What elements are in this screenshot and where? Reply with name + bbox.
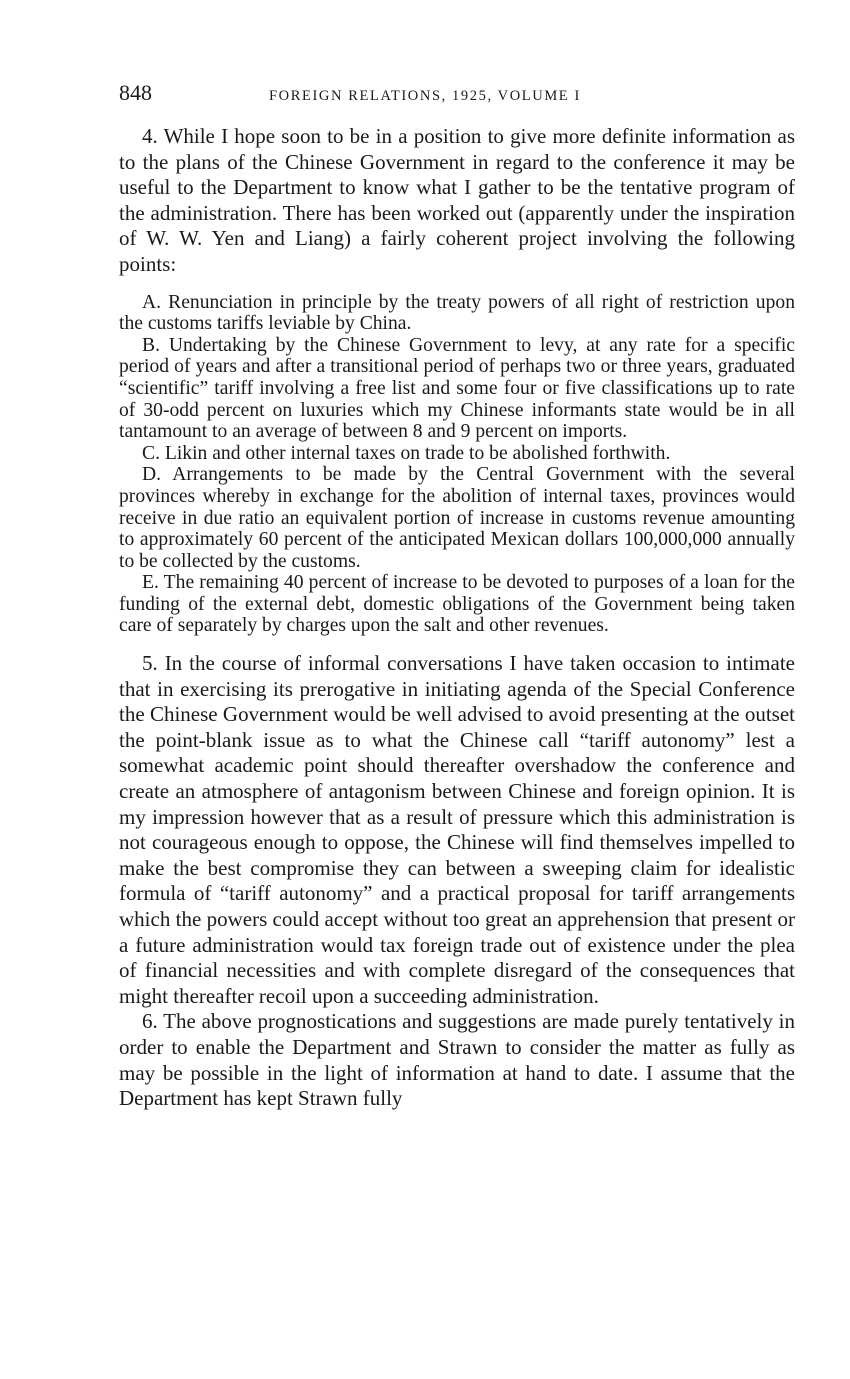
point-e: E. The remaining 40 percent of increase to be devoted to purposes of a loan for the funding of the external debt, domestic obligations of the Government being taken care of separately by charges upon the salt and other revenues. xyxy=(119,572,795,637)
program-points-list xyxy=(119,292,795,638)
point-c: C. Likin and other internal taxes on trade to be abolished forthwith. xyxy=(142,442,671,464)
point-a: A. Renunciation in principle by the treaty powers of all right of restriction upon the customs tariffs leviable by China. xyxy=(119,291,795,335)
paragraph-5: 5. In the course of informal conversations I have taken occasion to intimate that in exercising its prerogative in initiating agenda of the Special Conference the Chinese Government would be well advised to avoid presenting at the outset the point-blank issue as to what the Chinese call “tariff autonomy” lest a somewhat academic point should thereafter overshadow the conference and create an atmosphere of antagonism between Chinese and foreign opinion. It is my impression however that as a result of pressure which this administration is not courageous enough to oppose, the Chinese will find themselves impelled to make the best compromise they can between a sweeping claim for idealistic formula of “tariff autonomy” and a practical proposal for tariff arrangements which the powers could accept without too great an apprehension that present or a future administration would tax foreign trade out of existence under the plea of financial necessities and with complete disregard of the consequences that might thereafter recoil upon a succeeding administration. xyxy=(119,651,795,1008)
running-head: FOREIGN RELATIONS, 1925, VOLUME I xyxy=(269,88,581,104)
point-b: B. Undertaking by the Chinese Government to levy, at any rate for a specific period of years and after a transitional period of perhaps two or three years, graduated “scientific” tariff involving a free list and some four or five classifications up to rate of 30-odd percent on luxuries which my Chinese informants state would be in all tantamount to an average of between 8 and 9 percent on imports. xyxy=(119,334,795,443)
document-page xyxy=(119,80,795,1112)
page-header xyxy=(119,80,795,114)
paragraph-6: 6. The above prognostications and suggestions are made purely tentatively in order to enable the Department and Strawn to consider the matter as fully as may be possible in the light of information at hand to date. I assume that the Department has kept Strawn fully xyxy=(119,1009,795,1111)
page-number: 848 xyxy=(119,80,152,105)
point-d: D. Arrangements to be made by the Central Government with the several provinces whereby in exchange for the abolition of internal taxes, provinces would receive in due ratio an equivalent portion of increase in customs revenue amounting to approximately 60 percent of the anticipated Mexican dollars 100,000,000 annually to be collected by the customs. xyxy=(119,464,795,572)
paragraph-4: 4. While I hope soon to be in a position to give more definite information as to the plans of the Chinese Government in regard to the conference it may be useful to the Department to know what I gather to be the tentative program of the administration. There has been worked out (apparently under the inspiration of W. W. Yen and Liang) a fairly coherent project involving the following points: xyxy=(119,124,795,276)
